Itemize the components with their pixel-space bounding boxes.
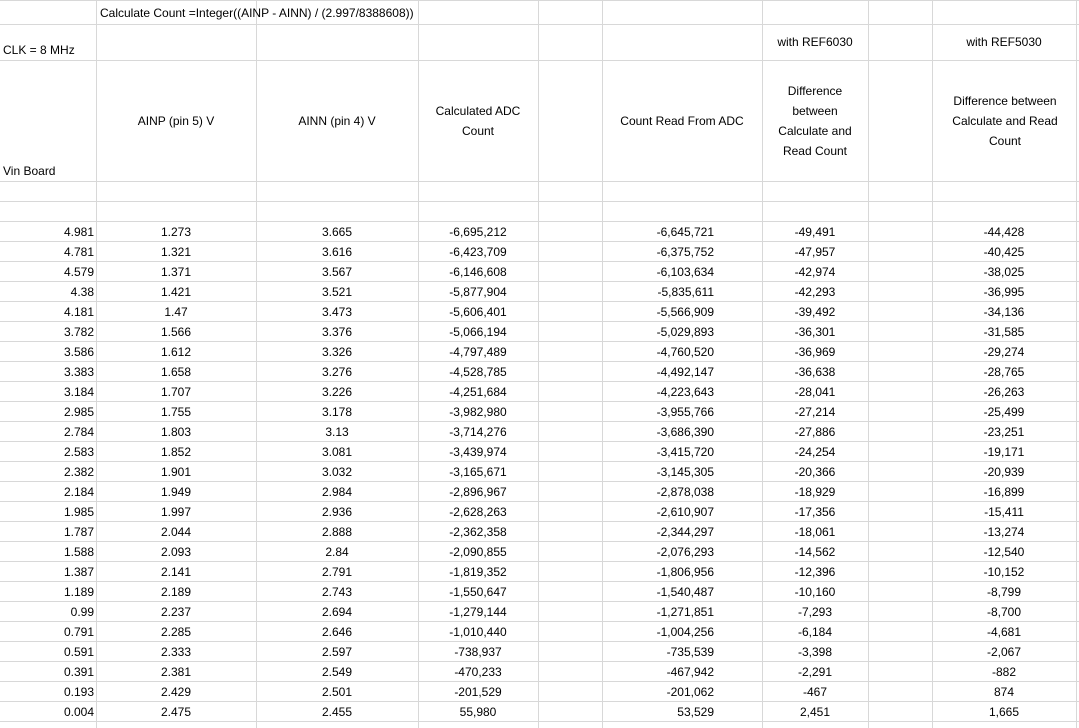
calculated-count-cell: -1,010,440 [449,625,507,639]
vin-board-cell: 1.787 [63,525,94,539]
diff-ref6030-cell: -7,293 [797,605,833,619]
ainn-cell: 3.665 [321,225,353,239]
ainp-cell: 2.333 [160,645,192,659]
ainp-cell: 2.044 [160,525,192,539]
vin-board-cell: 4.981 [63,225,94,239]
ainn-cell: 3.616 [321,245,353,259]
header-ainp: AINP (pin 5) V [137,114,215,128]
ainp-cell: 2.093 [160,545,192,559]
ainp-cell: 1.658 [160,365,192,379]
calculated-count-cell: -2,896,967 [449,485,507,499]
read-count-cell: -3,415,720 [656,445,714,459]
vin-board-cell: 0.99 [70,605,94,619]
vin-board-cell: 1.189 [63,585,94,599]
ainp-cell: 2.189 [160,585,192,599]
read-count-cell: -467,942 [666,665,714,679]
ainp-cell: 2.475 [160,705,192,719]
ainp-cell: 1.421 [160,285,192,299]
header-count-read: Count Read From ADC [620,114,744,128]
ainp-cell: 1.707 [160,385,192,399]
clk-label: CLK = 8 MHz [3,43,75,57]
read-count-cell: -2,076,293 [656,545,714,559]
calculated-count-cell: -3,714,276 [449,425,507,439]
formula-text: Calculate Count =Integer((AINP - AINN) / (2.997/8388608)) [100,6,414,20]
diff-ref5030-cell: -12,540 [983,545,1025,559]
diff-ref6030-cell: -36,969 [794,345,836,359]
ainn-cell: 3.276 [321,365,353,379]
calculated-count-cell: 55,980 [459,705,497,719]
vin-board-label: Vin Board [3,164,56,178]
read-count-cell: -735,539 [666,645,714,659]
ainp-cell: 1.273 [160,225,192,239]
diff-ref5030-cell: -34,136 [983,305,1025,319]
vin-board-cell: 0.391 [63,665,94,679]
grid-row-line [0,201,1079,202]
vin-board-cell: 1.387 [63,565,94,579]
diff-ref6030-cell: -36,638 [794,365,836,379]
ainn-cell: 3.13 [325,425,349,439]
diff-ref6030-cell: -36,301 [794,325,836,339]
calculated-count-cell: -4,251,684 [449,385,507,399]
read-count-cell: -3,955,766 [656,405,714,419]
vin-board-cell: 3.383 [63,365,94,379]
vin-board-cell: 0.193 [63,685,94,699]
ainp-cell: 2.381 [160,665,192,679]
calculated-count-cell: -1,279,144 [449,605,507,619]
ainp-cell: 1.901 [160,465,192,479]
ainp-cell: 1.852 [160,445,192,459]
diff-ref5030-cell: -13,274 [983,525,1025,539]
ainp-cell: 1.997 [160,505,192,519]
diff-ref6030-cell: -14,562 [794,545,836,559]
read-count-cell: -6,103,634 [656,265,714,279]
ainp-cell: 2.429 [160,685,192,699]
diff-ref5030-cell: -23,251 [983,425,1025,439]
ainn-cell: 3.081 [321,445,353,459]
read-count-cell: -1,540,487 [656,585,714,599]
diff-ref5030-cell: -38,025 [983,265,1025,279]
vin-board-cell: 1.588 [63,545,94,559]
read-count-cell: -5,029,893 [656,325,714,339]
ainp-cell: 2.141 [160,565,192,579]
ainp-cell: 1.566 [160,325,192,339]
ainp-cell: 1.47 [164,305,188,319]
vin-board-cell: 2.382 [63,465,94,479]
vin-board-cell: 4.781 [63,245,94,259]
vin-board-cell: 3.586 [63,345,94,359]
read-count-cell: -6,375,752 [656,245,714,259]
calculated-count-cell: -2,628,263 [449,505,507,519]
ainp-cell: 2.285 [160,625,192,639]
ainn-cell: 3.567 [321,265,353,279]
ainn-cell: 2.84 [325,545,349,559]
read-count-cell: -6,645,721 [656,225,714,239]
diff-ref5030-cell: -16,899 [983,485,1025,499]
vin-board-cell: 4.181 [63,305,94,319]
ainn-cell: 3.376 [321,325,353,339]
diff-ref6030-cell: -27,886 [794,425,836,439]
diff-ref5030-cell: -28,765 [983,365,1025,379]
diff-ref5030-cell: -44,428 [983,225,1025,239]
diff-ref5030-cell: -4,681 [986,625,1022,639]
diff-ref5030-cell: -19,171 [983,445,1025,459]
ainn-cell: 3.032 [321,465,353,479]
vin-board-cell: 0.791 [63,625,94,639]
read-count-cell: -201,062 [666,685,714,699]
ainn-cell: 2.597 [321,645,353,659]
diff-ref5030-cell: -40,425 [983,245,1025,259]
diff-ref5030-cell: -26,263 [983,385,1025,399]
vin-board-cell: 1.985 [63,505,94,519]
calculated-count-cell: -5,066,194 [449,325,507,339]
vin-board-cell: 2.583 [63,445,94,459]
grid-col-line [538,0,539,728]
calculated-count-cell: -3,165,671 [449,465,507,479]
header-diff-ref6030: Difference between Calculate and Read Count [778,84,852,158]
vin-board-cell: 4.579 [63,265,94,279]
calculated-count-cell: -3,439,974 [449,445,507,459]
read-count-cell: -2,344,297 [656,525,714,539]
diff-ref6030-cell: -18,929 [794,485,836,499]
ainp-cell: 1.755 [160,405,192,419]
ainn-cell: 2.791 [321,565,353,579]
diff-ref5030-cell: 1,665 [988,705,1020,719]
calculated-count-cell: -1,550,647 [449,585,507,599]
vin-board-cell: 2.784 [63,425,94,439]
calculated-count-cell: -5,877,904 [449,285,507,299]
diff-ref5030-cell: -10,152 [983,565,1025,579]
read-count-cell: 53,529 [677,705,714,719]
diff-ref6030-cell: -6,184 [797,625,833,639]
diff-ref6030-cell: 2,451 [799,705,831,719]
ainn-cell: 3.178 [321,405,353,419]
header-calculated-adc-count: Calculated ADC Count [435,104,521,138]
read-count-cell: -4,492,147 [656,365,714,379]
read-count-cell: -3,145,305 [656,465,714,479]
grid-row-line [0,24,1079,25]
ainp-cell: 1.949 [160,485,192,499]
vin-board-cell: 2.184 [63,485,94,499]
read-count-cell: -2,878,038 [656,485,714,499]
diff-ref6030-cell: -20,366 [794,465,836,479]
calculated-count-cell: -470,233 [454,665,502,679]
calculated-count-cell: -6,146,608 [449,265,507,279]
diff-ref5030-cell: 874 [993,685,1015,699]
diff-ref6030-cell: -17,356 [794,505,836,519]
grid-row-line [0,60,1079,61]
ainn-cell: 2.743 [321,585,353,599]
vin-board-cell: 0.591 [63,645,94,659]
ainn-cell: 3.473 [321,305,353,319]
ainn-cell: 2.936 [321,505,353,519]
ainn-cell: 3.326 [321,345,353,359]
grid-row-line [0,0,1079,1]
ainp-cell: 1.612 [160,345,192,359]
ainn-cell: 2.455 [321,705,353,719]
calculated-count-cell: -4,797,489 [449,345,507,359]
read-count-cell: -5,835,611 [657,285,714,299]
diff-ref5030-cell: -8,799 [986,585,1022,599]
calculated-count-cell: -738,937 [454,645,502,659]
ainn-cell: 2.646 [321,625,353,639]
calculated-count-cell: -1,819,352 [449,565,507,579]
vin-board-cell: 4.38 [70,285,94,299]
diff-ref5030-cell: -36,995 [983,285,1025,299]
diff-ref5030-cell: -882 [991,665,1017,679]
diff-ref6030-cell: -3,398 [797,645,833,659]
vin-board-cell: 0.004 [63,705,94,719]
header-diff-ref5030: Difference between Calculate and Read Count [952,94,1058,148]
grid-col-line [868,0,869,728]
diff-ref6030-cell: -2,291 [797,665,833,679]
read-count-cell: -2,610,907 [656,505,714,519]
ainp-cell: 2.237 [160,605,192,619]
diff-ref6030-cell: -47,957 [794,245,836,259]
calculated-count-cell: -2,090,855 [449,545,507,559]
diff-ref5030-cell: -29,274 [983,345,1025,359]
read-count-cell: -1,806,956 [656,565,714,579]
diff-ref5030-cell: -31,585 [983,325,1025,339]
ainp-cell: 1.321 [160,245,192,259]
calculated-count-cell: -201,529 [454,685,502,699]
vin-board-cell: 2.985 [63,405,94,419]
diff-ref6030-cell: -10,160 [794,585,836,599]
diff-ref6030-cell: -49,491 [794,225,836,239]
diff-ref6030-cell: -42,974 [794,265,836,279]
read-count-cell: -3,686,390 [656,425,714,439]
ainn-cell: 2.888 [321,525,353,539]
calculated-count-cell: -4,528,785 [449,365,507,379]
ainn-cell: 2.694 [321,605,353,619]
diff-ref6030-cell: -28,041 [794,385,836,399]
diff-ref6030-cell: -39,492 [794,305,836,319]
ainn-cell: 2.549 [321,665,353,679]
calculated-count-cell: -3,982,980 [449,405,507,419]
diff-ref6030-cell: -12,396 [794,565,836,579]
ainn-cell: 3.226 [321,385,353,399]
calculated-count-cell: -6,695,212 [449,225,507,239]
diff-ref5030-cell: -2,067 [986,645,1022,659]
grid-col-line [1076,0,1077,728]
diff-ref5030-cell: -8,700 [986,605,1022,619]
ref6030-label: with REF6030 [777,35,853,49]
read-count-cell: -5,566,909 [656,305,714,319]
read-count-cell: -4,760,520 [656,345,714,359]
calculated-count-cell: -5,606,401 [449,305,507,319]
read-count-cell: -1,271,851 [656,605,714,619]
header-ainn: AINN (pin 4) V [298,114,376,128]
diff-ref6030-cell: -24,254 [794,445,836,459]
grid-row-line [0,181,1079,182]
diff-ref5030-cell: -25,499 [983,405,1025,419]
read-count-cell: -4,223,643 [656,385,714,399]
read-count-cell: -1,004,256 [656,625,714,639]
diff-ref5030-cell: -15,411 [984,505,1024,519]
ainp-cell: 1.371 [160,265,192,279]
vin-board-cell: 3.184 [63,385,94,399]
ainn-cell: 3.521 [321,285,353,299]
vin-board-cell: 3.782 [63,325,94,339]
diff-ref6030-cell: -27,214 [794,405,836,419]
diff-ref6030-cell: -18,061 [794,525,836,539]
ainn-cell: 2.501 [321,685,353,699]
diff-ref6030-cell: -42,293 [794,285,836,299]
calculated-count-cell: -6,423,709 [449,245,507,259]
ainn-cell: 2.984 [321,485,353,499]
diff-ref6030-cell: -467 [802,685,828,699]
ref5030-label: with REF5030 [966,35,1042,49]
ainp-cell: 1.803 [160,425,192,439]
calculated-count-cell: -2,362,358 [449,525,507,539]
diff-ref5030-cell: -20,939 [983,465,1025,479]
